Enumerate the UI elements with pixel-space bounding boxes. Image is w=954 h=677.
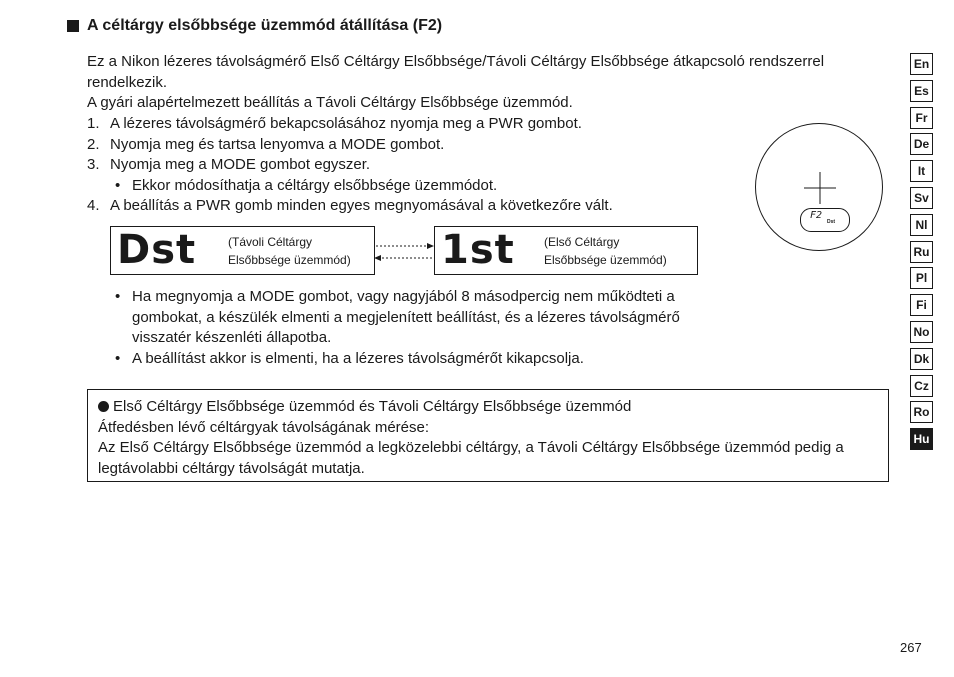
list-item-text: Ha megnyomja a MODE gombot, vagy nagyjából 8 másodpercig nem működteti a gombokat, a készülék elmenti a megjelenített beállítást, és a lézeres távolságmérő visszatér készenléti állapotba. [132,288,680,346]
display-caption [228,233,351,269]
intro-line: Ez a Nikon lézeres távolságmérő Első Céltárgy Elsőbbsége/Távoli Céltárgy Elsőbbsége átkapcsoló rendszerrel rendelkezik. [87,53,825,91]
notes-list [115,287,695,369]
step-text: Nyomja meg a MODE gombot egyszer. [110,156,371,173]
step-text: A beállítás a PWR gomb minden egyes megnyomásával a következőre vált. [110,197,613,214]
step-item [87,135,613,156]
display-readout: 1st [441,227,515,273]
mode-indicator [800,208,850,232]
tab-sv[interactable]: Sv [910,187,933,209]
tab-pl[interactable]: Pl [910,267,933,289]
bullet-dot-icon: • [115,176,121,194]
step-bullet-text: Ekkor módosíthatja a céltárgy elsőbbsége üzemmódot. [132,176,498,194]
tab-en[interactable]: En [910,53,933,75]
info-box-title-text: Első Céltárgy Elsőbbsége üzemmód és Távoli Céltárgy Elsőbbsége üzemmód [113,398,632,415]
tab-nl[interactable]: Nl [910,214,933,236]
step-text: A lézeres távolságmérő bekapcsolásához nyomja meg a PWR gombot. [110,115,582,132]
caption-line: Elsőbbsége üzemmód) [544,253,667,267]
list-item [115,349,695,370]
caption-line: Elsőbbsége üzemmód) [228,253,351,267]
square-bullet-icon [67,20,79,32]
filled-circle-icon [98,401,109,412]
info-box-line: Átfedésben lévő céltárgyak távolságának mérése: [98,418,430,436]
section-heading [67,17,442,35]
tab-fr[interactable]: Fr [910,107,933,129]
mode-label: F2 [810,210,823,221]
tab-it[interactable]: It [910,160,933,182]
step-number: 4. [87,197,100,214]
tab-es[interactable]: Es [910,80,933,102]
tab-dk[interactable]: Dk [910,348,933,370]
info-box-title [98,397,888,418]
bullet-dot-icon: • [115,349,121,367]
display-caption [544,233,667,269]
crosshair-icon [804,172,836,204]
caption-line: (Távoli Céltárgy [228,235,313,249]
tab-cz[interactable]: Cz [910,375,933,397]
step-number: 3. [87,156,100,173]
tab-no[interactable]: No [910,321,933,343]
intro-text [87,52,847,114]
mode-sub-label: Dst [827,219,836,225]
step-item [87,114,613,135]
step-bullet [87,176,613,197]
list-item-text: A beállítást akkor is elmenti, ha a lézeres távolságmérőt kikapcsolja. [132,349,584,367]
tab-hu[interactable]: Hu [910,428,933,450]
bullet-dot-icon: • [115,288,121,305]
step-number: 1. [87,115,100,132]
info-box-line: Az Első Céltárgy Elsőbbsége üzemmód a legközelebbi céltárgy, a Távoli Céltárgy Elsőbbsége üzemmód pedig a legtávolabbi céltárgy távolságát mutatja. [98,439,844,477]
step-item [87,155,613,176]
info-box [87,389,889,482]
page-number: 267 [900,640,922,655]
tab-ro[interactable]: Ro [910,401,933,423]
list-item [115,287,695,349]
step-item [87,196,613,217]
display-readout: Dst [117,227,197,273]
display-dst [110,226,375,275]
display-1st [434,226,698,275]
step-number: 2. [87,135,100,153]
intro-line: A gyári alapértelmezett beállítás a Távoli Céltárgy Elsőbbsége üzemmód. [87,94,573,111]
step-text: Nyomja meg és tartsa lenyomva a MODE gombot. [110,135,445,153]
viewfinder-illustration [755,123,883,251]
steps-list [87,114,613,217]
heading-text: A céltárgy elsőbbsége üzemmód átállítása (F2) [87,17,443,34]
switch-arrows-icon [374,240,434,264]
tab-fi[interactable]: Fi [910,294,933,316]
language-tabs [910,53,935,455]
tab-de[interactable]: De [910,133,933,155]
tab-ru[interactable]: Ru [910,241,933,263]
caption-line: (Első Céltárgy [544,235,620,249]
